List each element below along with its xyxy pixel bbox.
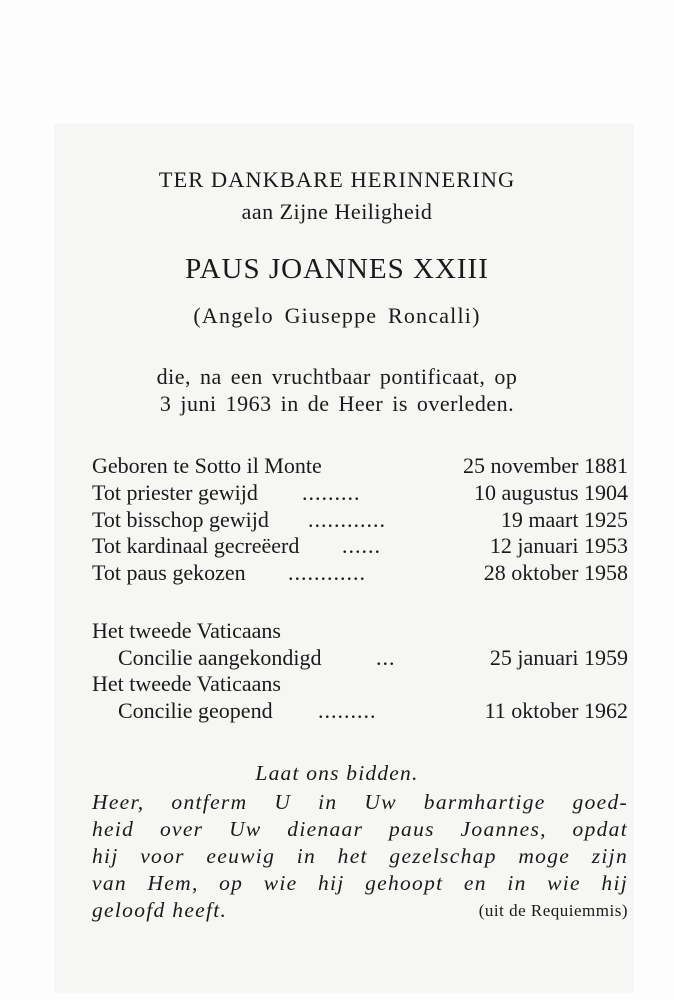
leader-dots: ...... bbox=[342, 533, 381, 558]
prayer-line: Heer, ontferm U in Uw barmhartige goed- bbox=[92, 790, 628, 814]
event-label: Tot bisschop gewijd bbox=[92, 507, 269, 532]
prayer-source: (uit de Requiemmis) bbox=[478, 901, 628, 920]
council-title-text: Het tweede Vaticaans bbox=[92, 671, 281, 696]
leader-dots: ... bbox=[376, 645, 396, 670]
council-title-text: Het tweede Vaticaans bbox=[92, 618, 281, 643]
event-row bbox=[92, 533, 628, 559]
prayer-line: geloofd heeft. bbox=[92, 898, 228, 922]
council-date: 11 oktober 1962 bbox=[484, 698, 628, 723]
event-date: 10 augustus 1904 bbox=[474, 480, 628, 505]
event-label: Tot priester gewijd bbox=[92, 480, 258, 505]
prayer-line: heid over Uw dienaar paus Joannes, opdat bbox=[92, 817, 628, 841]
event-row bbox=[92, 480, 628, 506]
event-date: 25 november 1881 bbox=[463, 453, 628, 478]
pope-name: PAUS JOANNES XXIII bbox=[185, 253, 489, 285]
council-title bbox=[92, 618, 628, 644]
prayer-line: van Hem, op wie hij gehoopt en in wie hij bbox=[92, 871, 628, 895]
council-label: Concilie aangekondigd bbox=[118, 645, 322, 670]
council-date: 25 januari 1959 bbox=[489, 645, 628, 670]
event-date: 28 oktober 1958 bbox=[483, 560, 628, 585]
leader-dots: ............ bbox=[288, 560, 366, 585]
event-row bbox=[92, 560, 628, 586]
council-title bbox=[92, 671, 628, 697]
prayer-line: hij voor eeuwig in het gezelschap moge zijn bbox=[92, 844, 628, 868]
prayer-title: Laat ons bidden. bbox=[255, 761, 419, 785]
event-label: Tot kardinaal gecreëerd bbox=[92, 533, 300, 558]
leader-dots: ......... bbox=[318, 698, 377, 723]
intro-line1: die, na een vruchtbaar pontificaat, op bbox=[156, 364, 518, 389]
heading-line1: TER DANKBARE HERINNERING bbox=[158, 167, 516, 192]
event-row bbox=[92, 507, 628, 533]
council-label: Concilie geopend bbox=[118, 698, 273, 723]
event-date: 19 maart 1925 bbox=[500, 507, 628, 532]
council-row bbox=[118, 698, 628, 724]
leader-dots: ............ bbox=[308, 507, 386, 532]
intro-line2: 3 juni 1963 in de Heer is overleden. bbox=[159, 391, 515, 416]
event-date: 12 januari 1953 bbox=[489, 533, 628, 558]
event-label: Tot paus gekozen bbox=[92, 560, 246, 585]
birth-name: (Angelo Giuseppe Roncalli) bbox=[193, 303, 481, 328]
event-row bbox=[92, 453, 628, 479]
heading-line2: aan Zijne Heiligheid bbox=[241, 199, 433, 224]
council-row bbox=[118, 645, 628, 671]
event-label: Geboren te Sotto il Monte bbox=[92, 453, 322, 478]
leader-dots: ......... bbox=[302, 480, 361, 505]
